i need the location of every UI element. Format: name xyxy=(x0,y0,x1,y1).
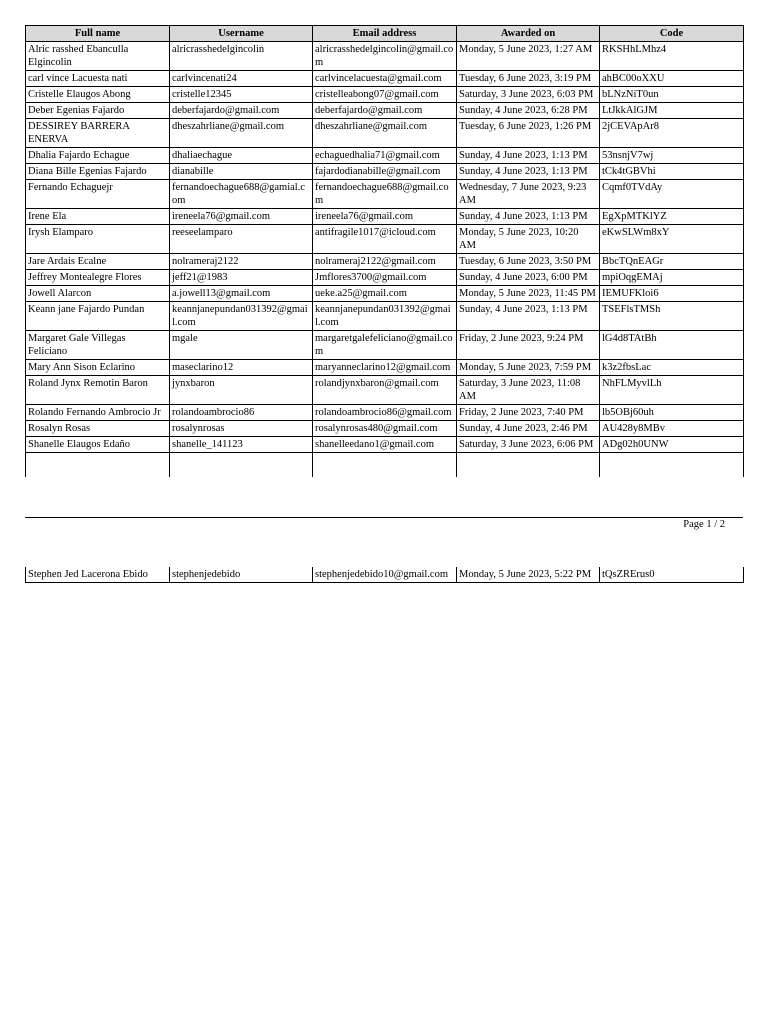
cell-awarded-on: Sunday, 4 June 2023, 1:13 PM xyxy=(457,302,600,331)
table-row xyxy=(26,360,744,376)
cell-code: ADg02h0UNW xyxy=(600,437,744,453)
awards-table-continued xyxy=(25,567,744,583)
cell-code: ahBC00oXXU xyxy=(600,71,744,87)
cell-awarded-on: Tuesday, 6 June 2023, 3:50 PM xyxy=(457,254,600,270)
cell-awarded-on: Sunday, 4 June 2023, 1:13 PM xyxy=(457,148,600,164)
table-row xyxy=(26,286,744,302)
cell-full-name: Deber Egenias Fajardo xyxy=(26,103,170,119)
cell-full-name: Stephen Jed Lacerona Ebido xyxy=(26,567,170,583)
cell-email: rolandjynxbaron@gmail.com xyxy=(313,376,457,405)
cell-code: lb5OBj60uh xyxy=(600,405,744,421)
cell-username: cristelle12345 xyxy=(170,87,313,103)
table-row xyxy=(26,270,744,286)
cell-full-name: Jeffrey Montealegre Flores xyxy=(26,270,170,286)
cell-awarded-on: Monday, 5 June 2023, 7:59 PM xyxy=(457,360,600,376)
cell-awarded-on: Sunday, 4 June 2023, 1:13 PM xyxy=(457,209,600,225)
cell-awarded-on: Saturday, 3 June 2023, 6:06 PM xyxy=(457,437,600,453)
cell-code: tQsZRErus0 xyxy=(600,567,744,583)
cell-full-name: Jare Ardais Ecalne xyxy=(26,254,170,270)
page-number: Page 1 / 2 xyxy=(683,519,725,530)
cell-awarded-on: Saturday, 3 June 2023, 6:03 PM xyxy=(457,87,600,103)
cell-full-name: Mary Ann Sison Eclarino xyxy=(26,360,170,376)
table-row xyxy=(26,302,744,331)
cell-awarded-on: Monday, 5 June 2023, 5:22 PM xyxy=(457,567,600,583)
header-email-address: Email address xyxy=(313,26,457,42)
cell-code: NhFLMyvlLh xyxy=(600,376,744,405)
cell-username: shanelle_141123 xyxy=(170,437,313,453)
cell-email: margaretgalefeliciano@gmail.com xyxy=(313,331,457,360)
cell-awarded-on: Saturday, 3 June 2023, 11:08 AM xyxy=(457,376,600,405)
cell-code: lG4d8TAtBh xyxy=(600,331,744,360)
cell-username: rolandoambrocio86 xyxy=(170,405,313,421)
table-row xyxy=(26,164,744,180)
cell-code: 2jCEVApAr8 xyxy=(600,119,744,148)
header-username: Username xyxy=(170,26,313,42)
cell-code: EgXpMTKlYZ xyxy=(600,209,744,225)
cell-username: rosalynrosas xyxy=(170,421,313,437)
cell-full-name: Keann jane Fajardo Pundan xyxy=(26,302,170,331)
table-row xyxy=(26,103,744,119)
cell-email: keannjanepundan031392@gmail.com xyxy=(313,302,457,331)
table-row xyxy=(26,254,744,270)
cell-awarded-on: Friday, 2 June 2023, 7:40 PM xyxy=(457,405,600,421)
table-row xyxy=(26,209,744,225)
table-row xyxy=(26,567,744,583)
cell-full-name: carl vince Lacuesta nati xyxy=(26,71,170,87)
cell-awarded-on: Wednesday, 7 June 2023, 9:23 AM xyxy=(457,180,600,209)
cell-awarded-on: Tuesday, 6 June 2023, 3:19 PM xyxy=(457,71,600,87)
table-row xyxy=(26,119,744,148)
cell-email: nolrameraj2122@gmail.com xyxy=(313,254,457,270)
header-row xyxy=(26,26,744,42)
cell-code: LtJkkAlGJM xyxy=(600,103,744,119)
cell-awarded-on: Tuesday, 6 June 2023, 1:26 PM xyxy=(457,119,600,148)
cell-email: ueke.a25@gmail.com xyxy=(313,286,457,302)
cell-full-name: Shanelle Elaugos Edaño xyxy=(26,437,170,453)
cell-awarded-on: Sunday, 4 June 2023, 6:28 PM xyxy=(457,103,600,119)
empty-cell xyxy=(600,453,744,478)
awards-table xyxy=(25,25,744,477)
cell-code: bLNzNiT0un xyxy=(600,87,744,103)
cell-username: carlvincenati24 xyxy=(170,71,313,87)
table-row xyxy=(26,71,744,87)
table-row xyxy=(26,376,744,405)
cell-username: dheszahrliane@gmail.com xyxy=(170,119,313,148)
table-row xyxy=(26,180,744,209)
cell-code: TSEFlsTMSh xyxy=(600,302,744,331)
table-row xyxy=(26,225,744,254)
table-body xyxy=(26,42,744,478)
cell-code: eKwSLWm8xY xyxy=(600,225,744,254)
header-awarded-on: Awarded on xyxy=(457,26,600,42)
cell-full-name: Diana Bille Egenias Fajardo xyxy=(26,164,170,180)
cell-username: nolrameraj2122 xyxy=(170,254,313,270)
cell-full-name: Rosalyn Rosas xyxy=(26,421,170,437)
cell-full-name: Cristelle Elaugos Abong xyxy=(26,87,170,103)
cell-email: stephenjedebido10@gmail.com xyxy=(313,567,457,583)
cell-awarded-on: Monday, 5 June 2023, 10:20 AM xyxy=(457,225,600,254)
table-row xyxy=(26,405,744,421)
cell-username: jeff21@1983 xyxy=(170,270,313,286)
table-body-continued xyxy=(26,567,744,583)
cell-full-name: DESSIREY BARRERA ENERVA xyxy=(26,119,170,148)
cell-email: deberfajardo@gmail.com xyxy=(313,103,457,119)
cell-full-name: Margaret Gale Villegas Feliciano xyxy=(26,331,170,360)
cell-full-name: Fernando Echaguejr xyxy=(26,180,170,209)
empty-cell xyxy=(457,453,600,478)
cell-code: RKSHhLMhz4 xyxy=(600,42,744,71)
cell-email: maryanneclarino12@gmail.com xyxy=(313,360,457,376)
table-row xyxy=(26,42,744,71)
cell-code: BbcTQnEAGr xyxy=(600,254,744,270)
cell-username: a.jowell13@gmail.com xyxy=(170,286,313,302)
cell-full-name: Jowell Alarcon xyxy=(26,286,170,302)
cell-email: fajardodianabille@gmail.com xyxy=(313,164,457,180)
cell-code: k3z2fbsLac xyxy=(600,360,744,376)
table-row xyxy=(26,87,744,103)
cell-awarded-on: Monday, 5 June 2023, 11:45 PM xyxy=(457,286,600,302)
cell-email: antifragile1017@icloud.com xyxy=(313,225,457,254)
footer-divider xyxy=(25,517,743,518)
cell-awarded-on: Sunday, 4 June 2023, 2:46 PM xyxy=(457,421,600,437)
cell-code: 53nsnjV7wj xyxy=(600,148,744,164)
cell-username: dhaliaechague xyxy=(170,148,313,164)
cell-email: fernandoechague688@gmail.com xyxy=(313,180,457,209)
cell-full-name: Alric rasshed Ebanculla Elgincolin xyxy=(26,42,170,71)
cell-username: mgale xyxy=(170,331,313,360)
cell-awarded-on: Sunday, 4 June 2023, 1:13 PM xyxy=(457,164,600,180)
cell-email: shanelleedano1@gmail.com xyxy=(313,437,457,453)
cell-code: tCk4tGBVhi xyxy=(600,164,744,180)
cell-code: Cqmf0TVdAy xyxy=(600,180,744,209)
cell-email: rolandoambrocio86@gmail.com xyxy=(313,405,457,421)
cell-username: stephenjedebido xyxy=(170,567,313,583)
cell-username: reeseelamparo xyxy=(170,225,313,254)
table-row xyxy=(26,421,744,437)
page-break-spacer-row xyxy=(26,453,744,478)
cell-email: rosalynrosas480@gmail.com xyxy=(313,421,457,437)
cell-username: dianabille xyxy=(170,164,313,180)
cell-awarded-on: Friday, 2 June 2023, 9:24 PM xyxy=(457,331,600,360)
cell-code: IEMUFKloi6 xyxy=(600,286,744,302)
cell-email: dheszahrliane@gmail.com xyxy=(313,119,457,148)
cell-email: echaguedhalia71@gmail.com xyxy=(313,148,457,164)
cell-full-name: Dhalia Fajardo Echague xyxy=(26,148,170,164)
cell-full-name: Roland Jynx Remotin Baron xyxy=(26,376,170,405)
cell-username: deberfajardo@gmail.com xyxy=(170,103,313,119)
cell-awarded-on: Sunday, 4 June 2023, 6:00 PM xyxy=(457,270,600,286)
empty-cell xyxy=(313,453,457,478)
cell-username: alricrasshedelgincolin xyxy=(170,42,313,71)
cell-full-name: Irysh Elamparo xyxy=(26,225,170,254)
cell-code: AU428y8MBv xyxy=(600,421,744,437)
cell-username: jynxbaron xyxy=(170,376,313,405)
empty-cell xyxy=(170,453,313,478)
table-row xyxy=(26,148,744,164)
cell-username: keannjanepundan031392@gmail.com xyxy=(170,302,313,331)
cell-code: mpiOqgEMAj xyxy=(600,270,744,286)
cell-username: fernandoechague688@gamial.com xyxy=(170,180,313,209)
cell-username: maseclarino12 xyxy=(170,360,313,376)
empty-cell xyxy=(26,453,170,478)
cell-email: Jmflores3700@gmail.com xyxy=(313,270,457,286)
table-row xyxy=(26,437,744,453)
cell-full-name: Rolando Fernando Ambrocio Jr xyxy=(26,405,170,421)
cell-awarded-on: Monday, 5 June 2023, 1:27 AM xyxy=(457,42,600,71)
cell-email: cristelleabong07@gmail.com xyxy=(313,87,457,103)
cell-email: carlvincelacuesta@gmail.com xyxy=(313,71,457,87)
cell-email: alricrasshedelgincolin@gmail.com xyxy=(313,42,457,71)
cell-username: ireneela76@gmail.com xyxy=(170,209,313,225)
cell-full-name: Irene Ela xyxy=(26,209,170,225)
header-code: Code xyxy=(600,26,744,42)
cell-email: ireneela76@gmail.com xyxy=(313,209,457,225)
header-full-name: Full name xyxy=(26,26,170,42)
table-row xyxy=(26,331,744,360)
